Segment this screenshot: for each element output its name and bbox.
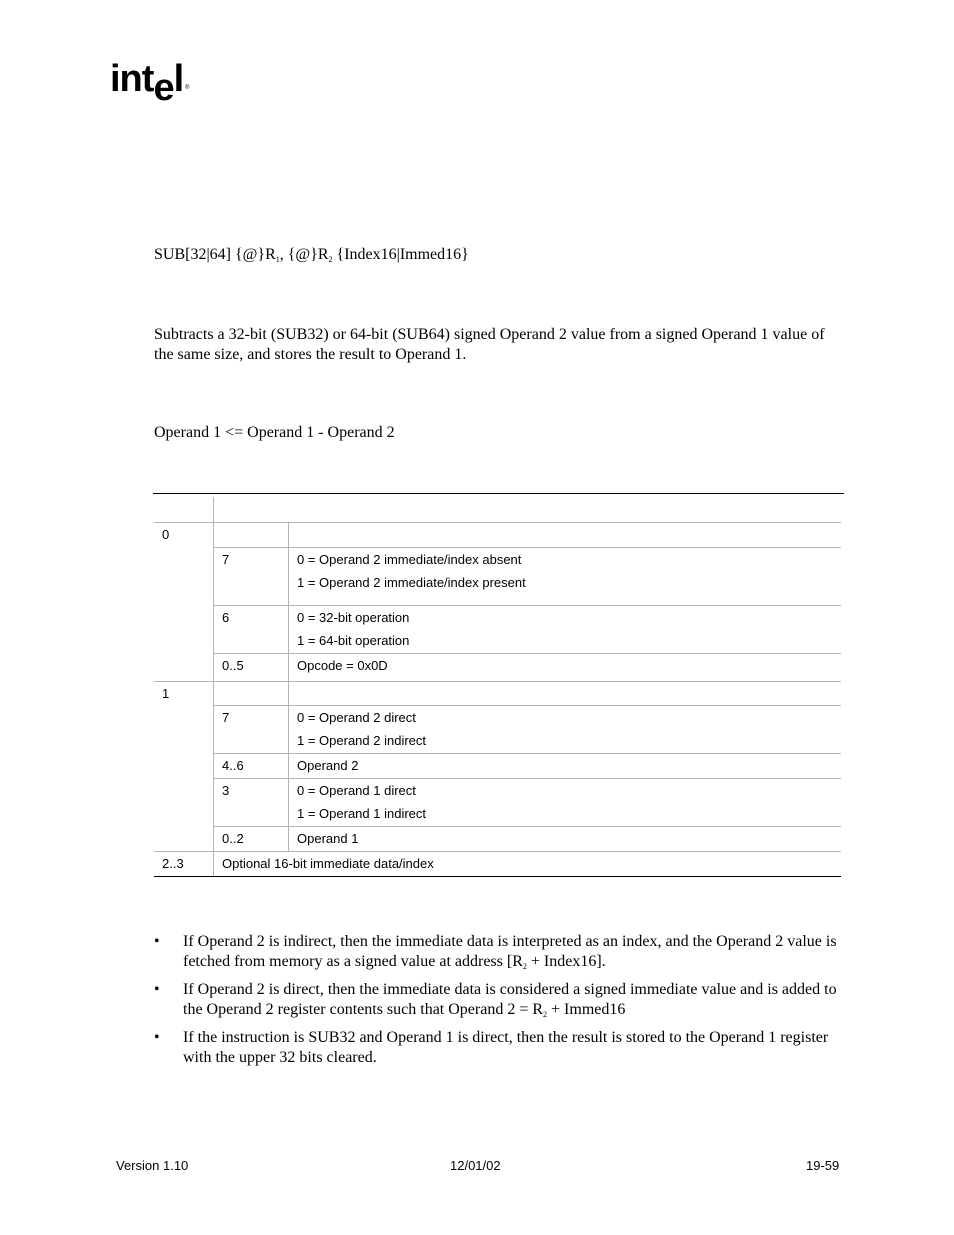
byte-number: 0 [154, 523, 214, 548]
encoding-table [154, 497, 841, 877]
bit-number: 7 [214, 706, 289, 754]
bit-number: 7 [214, 547, 289, 605]
bit-number: 6 [214, 605, 289, 653]
table-row [154, 681, 841, 706]
byte-number: 1 [154, 681, 214, 706]
table-row [154, 852, 841, 877]
bit-number: 3 [214, 779, 289, 827]
intel-logo: intel ® [110, 58, 189, 109]
bit-description: Operand 2 [289, 754, 842, 779]
list-item: • If Operand 2 is indirect, then the immediate data is interpreted as an index, and the Operand 2 value is fetched from memory as a signed value at address [$R_2$ + Index16]. [154, 932, 844, 977]
instruction-description: Subtracts a 32-bit (SUB32) or 64-bit (SUB64) signed Operand 2 value from a signed Operand 1 value of the same size, and stores the result to Operand 1. [154, 326, 825, 363]
list-item: • If Operand 2 is direct, then the immediate data is considered a signed immediate value and is added to the Operand 2 register contents such that Operand $2 = R_2$ + Immed16 [154, 980, 844, 1025]
bit-description: 0 = 32-bit operation 1 = 64-bit operation [289, 605, 842, 653]
table-row [154, 523, 841, 548]
bit-description: Operand 1 [289, 827, 842, 852]
bit-description: 0 = Operand 2 direct 1 = Operand 2 indirect [289, 706, 842, 754]
bit-number: 4..6 [214, 754, 289, 779]
footer-date: 12/01/02 [450, 1158, 501, 1173]
table-top-rule [153, 493, 844, 494]
table-row [154, 754, 841, 779]
footer-version: Version 1.10 [116, 1158, 189, 1173]
table-row [154, 653, 841, 681]
table-row [154, 706, 841, 754]
operation-text: Operand 1 <= Operand 1 - Operand 2 [154, 424, 395, 441]
bit-number: 0..5 [214, 653, 289, 681]
bit-number: 0..2 [214, 827, 289, 852]
byte-number: 2..3 [154, 852, 214, 877]
table-row [154, 779, 841, 827]
behavior-notes-list [154, 932, 844, 1071]
byte-description: Optional 16-bit immediate data/index [214, 852, 842, 877]
table-row [154, 605, 841, 653]
bit-description: 0 = Operand 2 immediate/index absent 1 = Operand 2 immediate/index present [289, 547, 842, 605]
footer-page-number: 19-59 [806, 1158, 840, 1173]
list-item: • If the instruction is SUB32 and Operand 1 is direct, then the result is stored to the Operand 1 register with the upper 32 bits cleared. [154, 1028, 844, 1068]
instruction-syntax: SUB[32|64] $\{@\}R_1$, $\{@\}R_2$ {Index16|Immed16} [154, 246, 469, 264]
table-row [154, 827, 841, 852]
bit-description: 0 = Operand 1 direct 1 = Operand 1 indirect [289, 779, 842, 827]
table-row [154, 547, 841, 605]
table-header-row [154, 497, 841, 523]
bit-description: Opcode = 0x0D [289, 653, 842, 681]
